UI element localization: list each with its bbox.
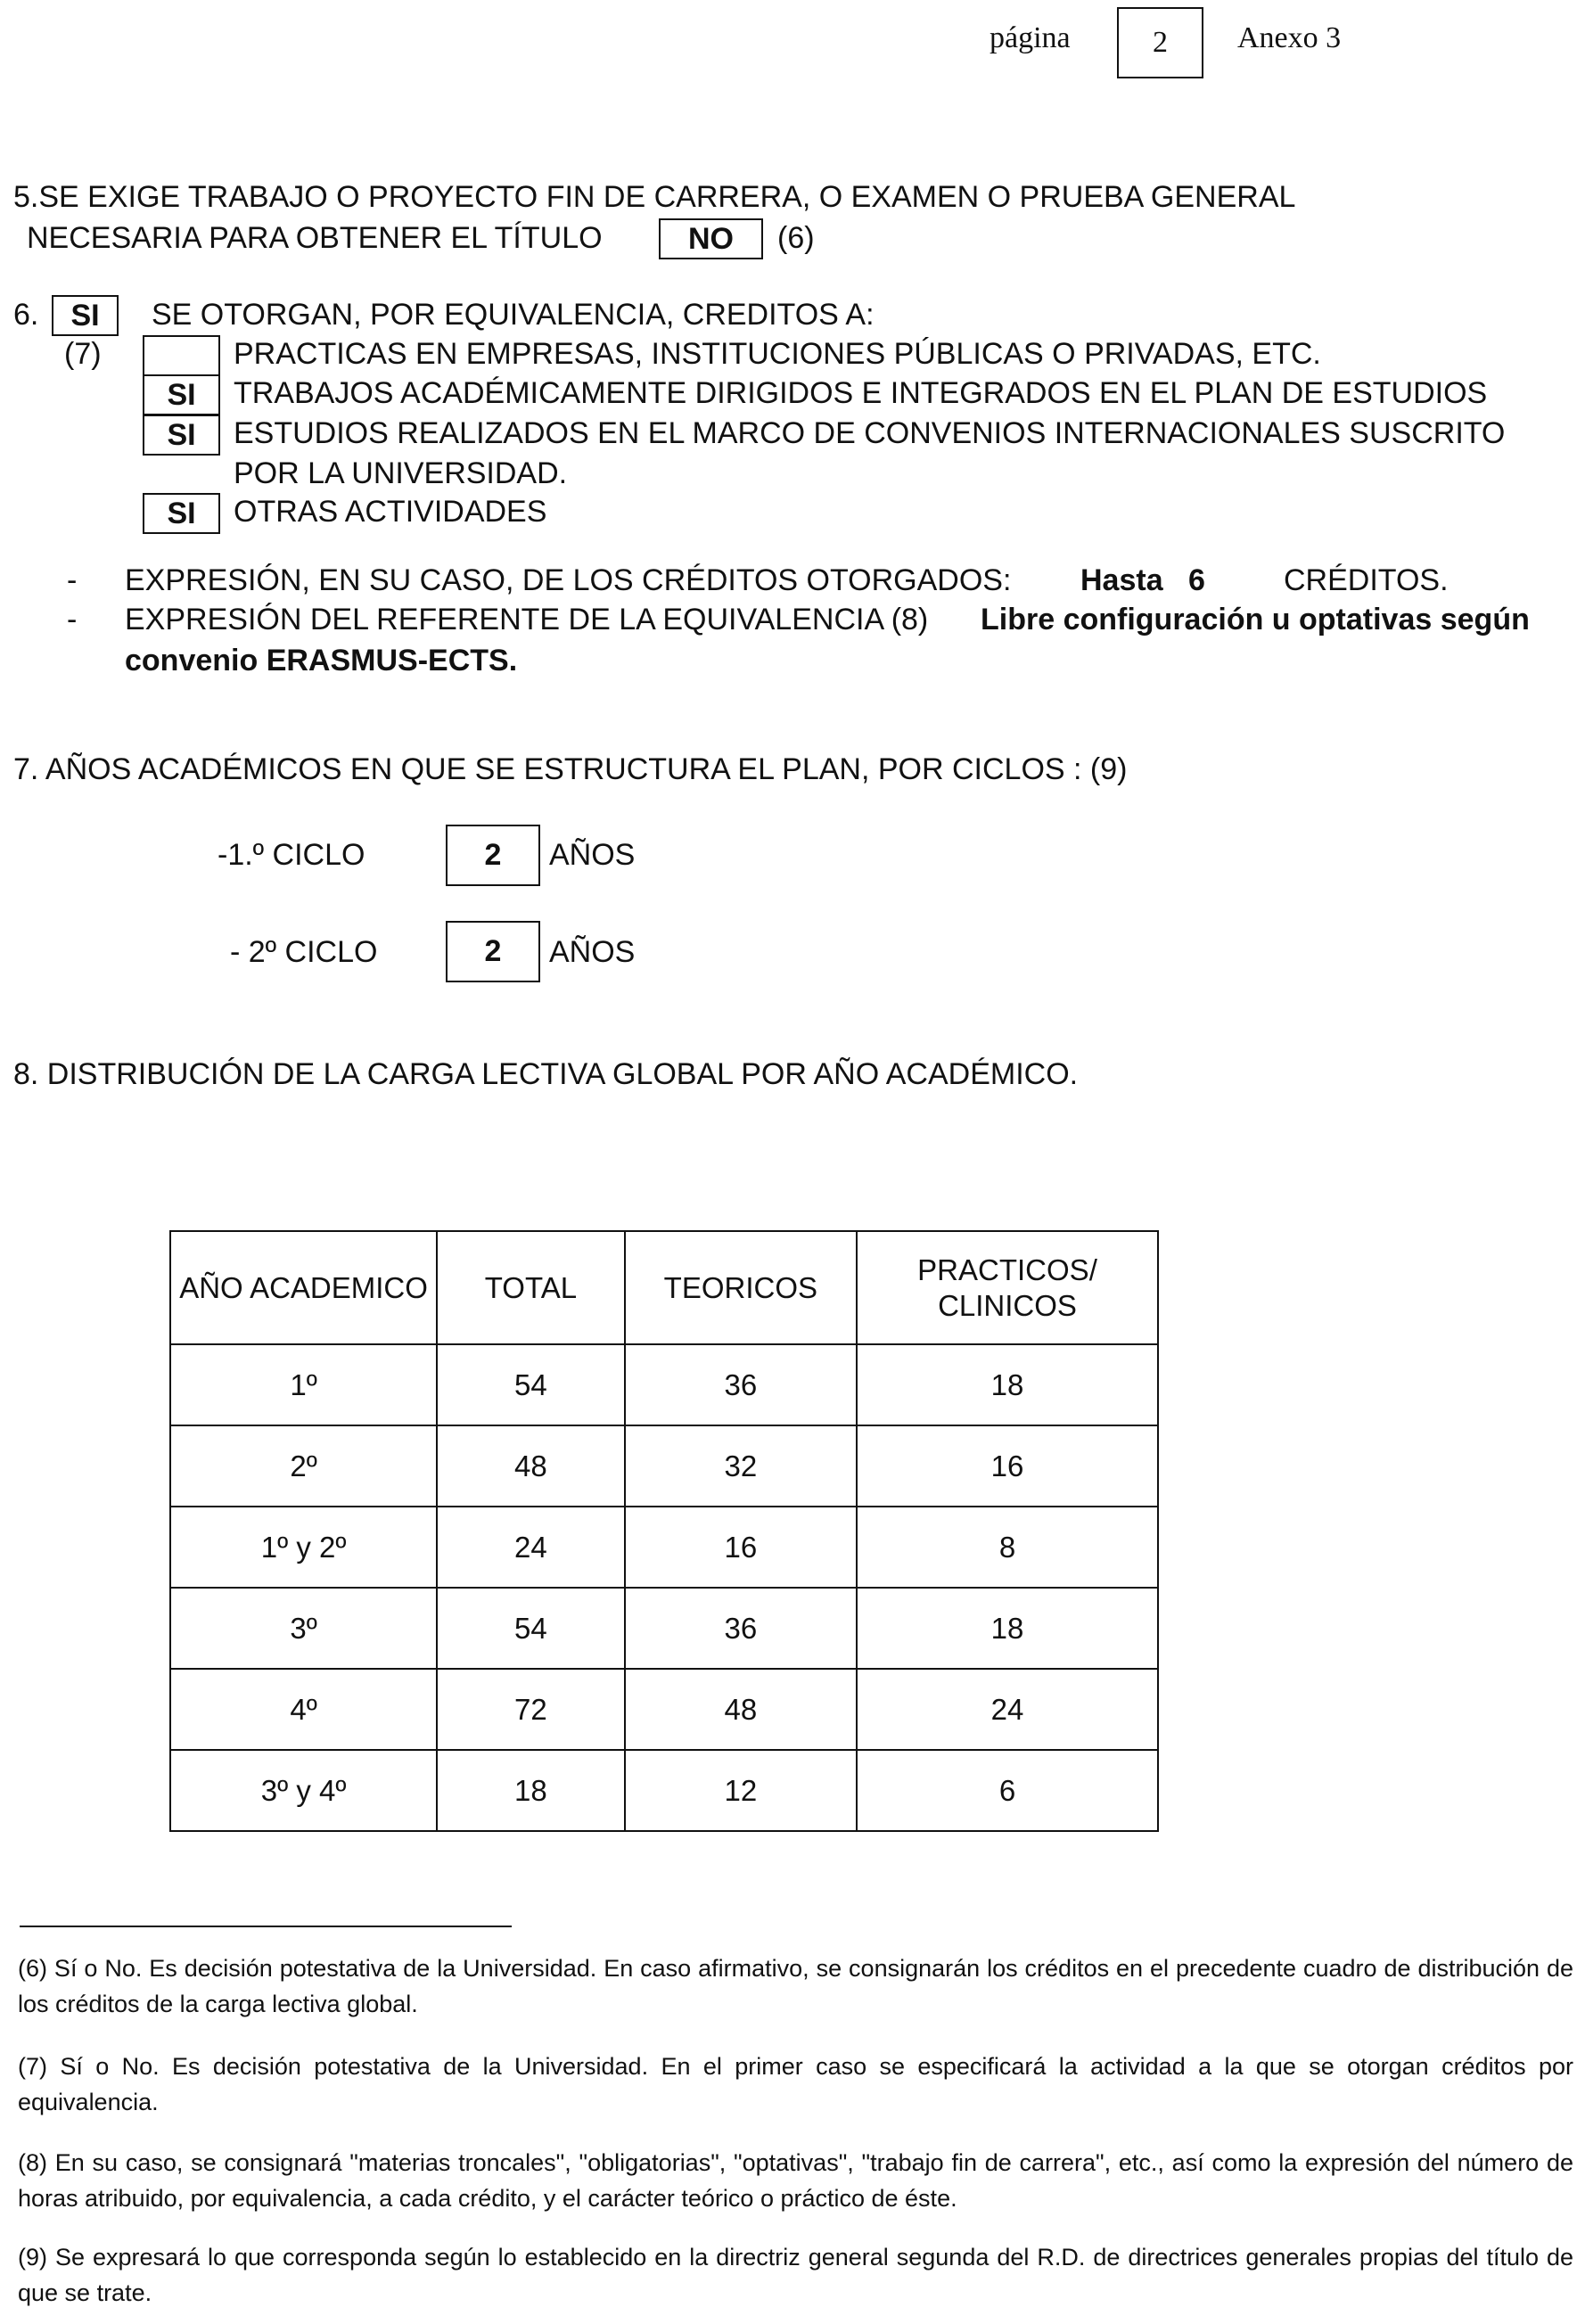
s6-item-trabajos: TRABAJOS ACADÉMICAMENTE DIRIGIDOS E INTEGRADOS EN EL PLAN DE ESTUDIOS	[234, 376, 1488, 410]
table-header-row	[170, 1231, 1158, 1344]
page-label: página	[990, 21, 1071, 54]
col-header-teoricos: TEORICOS	[625, 1231, 857, 1344]
cell-total: 54	[437, 1344, 625, 1425]
s5-line2: NECESARIA PARA OBTENER EL TÍTULO	[27, 221, 603, 255]
s6-note: (7)	[64, 337, 102, 371]
referente-value-line2: convenio ERASMUS-ECTS.	[125, 644, 518, 677]
page-number-box: 2	[1117, 7, 1203, 78]
s6-item-practicas: PRACTICAS EN EMPRESAS, INSTITUCIONES PÚBLICAS O PRIVADAS, ETC.	[234, 337, 1321, 371]
col-header-ano: AÑO ACADEMICO	[170, 1231, 437, 1344]
s6-answer-box: SI	[52, 295, 119, 336]
referente-label: EXPRESIÓN DEL REFERENTE DE LA EQUIVALENCIA (8)	[125, 603, 929, 636]
credits-unit: CRÉDITOS.	[1284, 563, 1449, 597]
cell-teoricos: 48	[625, 1669, 857, 1750]
referente-value: Libre configuración u optativas según	[981, 603, 1530, 636]
s6-item-estudios: ESTUDIOS REALIZADOS EN EL MARCO DE CONVENIOS INTERNACIONALES SUSCRITO	[234, 416, 1506, 450]
cell-ano: 2º	[170, 1425, 437, 1507]
cell-ano: 3º y 4º	[170, 1750, 437, 1831]
cell-practicos: 8	[857, 1507, 1158, 1588]
cell-practicos: 6	[857, 1750, 1158, 1831]
cell-total: 48	[437, 1425, 625, 1507]
s6-item-box-estudios: SI	[143, 415, 220, 456]
cell-teoricos: 16	[625, 1507, 857, 1588]
cell-ano: 1º y 2º	[170, 1507, 437, 1588]
col-header-practicos: PRACTICOS/ CLINICOS	[857, 1231, 1158, 1344]
cycle2-unit: AÑOS	[549, 935, 636, 969]
s8-title: 8. DISTRIBUCIÓN DE LA CARGA LECTIVA GLOBAL POR AÑO ACADÉMICO.	[13, 1057, 1079, 1091]
table-row	[170, 1669, 1158, 1750]
col-header-total: TOTAL	[437, 1231, 625, 1344]
cell-total: 24	[437, 1507, 625, 1588]
cycle1-unit: AÑOS	[549, 838, 636, 872]
footnote-7: (7) Sí o No. Es decisión potestativa de la Universidad. En el primer caso se especificará la actividad a la que se otorgan créditos por equivalencia.	[18, 2053, 1573, 2115]
credits-label: EXPRESIÓN, EN SU CASO, DE LOS CRÉDITOS OTORGADOS:	[125, 563, 1012, 597]
table-row	[170, 1507, 1158, 1588]
cell-total: 72	[437, 1669, 625, 1750]
s6-item-box-trabajos: SI	[143, 374, 220, 415]
table-row	[170, 1425, 1158, 1507]
cycle1-label: -1.º CICLO	[218, 838, 365, 872]
s5-note: (6)	[777, 221, 815, 255]
s5-line1: 5.SE EXIGE TRABAJO O PROYECTO FIN DE CARRERA, O EXAMEN O PRUEBA GENERAL	[13, 180, 1296, 214]
cell-teoricos: 36	[625, 1344, 857, 1425]
bullet-dash: -	[67, 603, 78, 636]
cycle2-label: - 2º CICLO	[230, 935, 378, 969]
cell-practicos: 16	[857, 1425, 1158, 1507]
cell-ano: 4º	[170, 1669, 437, 1750]
cell-total: 18	[437, 1750, 625, 1831]
cell-ano: 3º	[170, 1588, 437, 1669]
cell-teoricos: 36	[625, 1588, 857, 1669]
cell-teoricos: 32	[625, 1425, 857, 1507]
cycle1-years-box: 2	[446, 825, 540, 886]
carga-lectiva-table	[169, 1230, 1159, 1832]
table-row	[170, 1344, 1158, 1425]
cell-practicos: 18	[857, 1588, 1158, 1669]
anexo-label: Anexo 3	[1237, 21, 1342, 54]
s6-item-box-practicas	[143, 335, 220, 376]
s6-number: 6.	[13, 298, 39, 332]
s5-answer-box: NO	[659, 218, 763, 259]
cycle2-years-box: 2	[446, 921, 540, 982]
footnote-9: (9) Se expresará lo que corresponda según lo establecido en la directriz general segunda del R.D. de directrices generales propias del título de que se trate.	[18, 2244, 1573, 2306]
credits-value: Hasta 6	[1080, 563, 1205, 597]
s6-item-otras: OTRAS ACTIVIDADES	[234, 495, 547, 529]
cell-practicos: 24	[857, 1669, 1158, 1750]
s7-title: 7. AÑOS ACADÉMICOS EN QUE SE ESTRUCTURA EL PLAN, POR CICLOS : (9)	[13, 752, 1128, 786]
cell-ano: 1º	[170, 1344, 437, 1425]
s6-item-estudios-line2: POR LA UNIVERSIDAD.	[234, 456, 568, 490]
footnote-8: (8) En su caso, se consignará "materias troncales", "obligatorias", "optativas", "trabajo fin de carrera", etc., así como la expresión del número de horas atribuido, por equivalencia, a cada crédito, y el carácter teórico o práctico de éste.	[18, 2149, 1573, 2212]
cell-total: 54	[437, 1588, 625, 1669]
table-row	[170, 1588, 1158, 1669]
s6-item-box-otras: SI	[143, 493, 220, 534]
cell-practicos: 18	[857, 1344, 1158, 1425]
footnote-6: (6) Sí o No. Es decisión potestativa de la Universidad. En caso afirmativo, se consignarán los créditos en el precedente cuadro de distribución de los créditos de la carga lectiva global.	[18, 1955, 1573, 2017]
table-row	[170, 1750, 1158, 1831]
cell-teoricos: 12	[625, 1750, 857, 1831]
s6-title: SE OTORGAN, POR EQUIVALENCIA, CREDITOS A:	[152, 298, 875, 332]
footnote-separator	[20, 1926, 512, 1927]
bullet-dash: -	[67, 563, 78, 597]
